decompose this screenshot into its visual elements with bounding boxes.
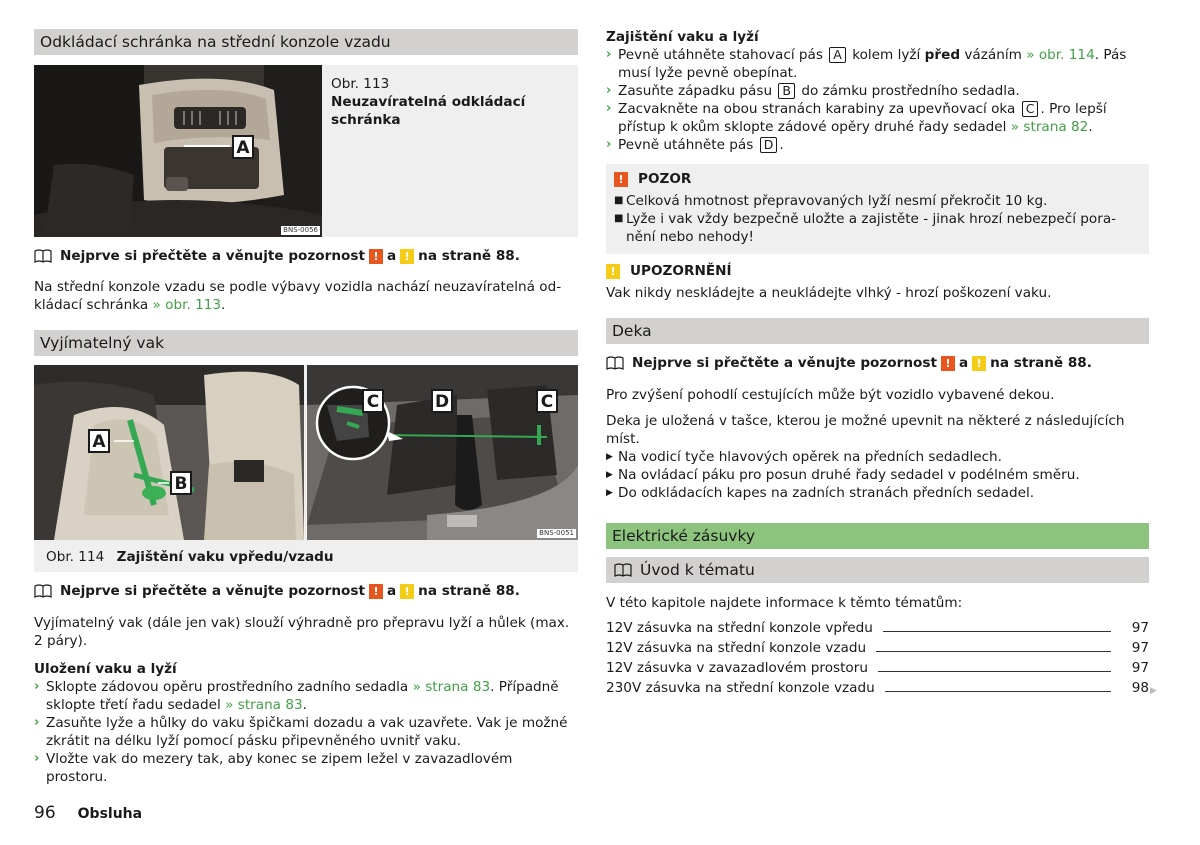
list-item: ■ Celková hmotnost přepravovaných lyží nesmí překročit 10 kg. [614, 193, 1048, 209]
list-item: ▶ Na ovládací páku pro posun druhé řady sedadel v podélném směru. [606, 467, 1080, 483]
step-item: › Vložte vak do mezery tak, aby konec se zipem ležel v zavazadlovém prostoru. [34, 751, 513, 785]
blanket-p1: Pro zvýšení pohodlí cestujících může být vozidlo vybavené dekou. [606, 387, 1055, 403]
callout-b: B [170, 471, 192, 495]
step-arrow-icon: › [34, 751, 40, 766]
warning-yellow-icon: ! [400, 584, 414, 599]
bag-steps [34, 678, 578, 786]
link-fig-114[interactable]: » obr. 114 [1026, 47, 1095, 63]
callout-c: C [362, 389, 384, 413]
secure-steps [606, 46, 1149, 154]
book-icon [34, 249, 52, 263]
toc-list [606, 617, 1149, 697]
toc-row[interactable]: 12V zásuvka na střední konzole vpředu 97 [606, 620, 1149, 636]
figure-114-panel [34, 365, 578, 572]
label-c: C [1022, 101, 1039, 117]
warning-yellow-icon: ! [972, 356, 986, 371]
toc-row[interactable]: 12V zásuvka v zavazadlovém prostoru 97 [606, 660, 1149, 676]
warning-yellow-icon: ! [606, 264, 620, 279]
step-item: › Pevně utáhněte stahovací pás A kolem lyží před vázáním » obr. 114. Pás musí lyže pevně obepínat. [606, 47, 1127, 81]
step-arrow-icon: › [34, 679, 40, 694]
section-heading-storage: Odkládací schránka na střední konzole vzadu [34, 29, 578, 55]
figure-number: Obr. 114 [46, 549, 105, 565]
continue-arrow-icon: ▶ [1150, 686, 1157, 696]
photo-id: BNS-0056 [283, 226, 318, 234]
step-item: › Sklopte zádovou opěru prostředního zadního sedadla » strana 83. Případně sklopte třetí řadu sedadel » strana 83. [34, 679, 559, 713]
label-b: B [778, 83, 795, 99]
figure-113-panel [34, 65, 578, 237]
list-item: ▶ Na vodicí tyče hlavových opěrek na předních sedadlech. [606, 449, 1002, 465]
label-a: A [829, 47, 846, 63]
warning-red-icon: ! [614, 172, 628, 187]
warning-red-icon: ! [369, 249, 383, 264]
blanket-p2: Deka je uložená v tašce, kterou je možné upevnit na některé z následujících míst. [606, 413, 1125, 447]
toc-row[interactable]: 230V zásuvka na střední konzole vzadu 98 [606, 680, 1149, 696]
secure-subheading: Zajištění vaku a lyží [606, 29, 759, 45]
label-d: D [760, 137, 778, 153]
step-arrow-icon: › [606, 101, 612, 116]
section-heading-blanket: Deka [606, 318, 1149, 344]
step-item: › Zasuňte západku pásu B do zámku prostředního sedadla. [606, 83, 1020, 99]
book-icon [606, 356, 624, 370]
book-icon [614, 563, 632, 577]
section-label: Obsluha [77, 806, 143, 822]
callout-a: A [88, 429, 110, 453]
notice-box [606, 262, 1149, 302]
step-item: › Zasuňte lyže a hůlky do vaku špičkami dozadu a vak uzavřete. Vak je možné zkrátit na délku lyží pomocí pásku připevněného uvnitř vaku. [34, 715, 568, 749]
storage-body: Na střední konzole vzadu se podle výbavy vozidla nachází neuzavíratelná od-kládací schránka » obr. 113. [34, 279, 562, 313]
bag-subheading: Uložení vaku a lyží [34, 661, 177, 677]
warning-box [606, 164, 1149, 254]
read-first-note: Nejprve si přečtěte a věnujte pozornost ! a ! na straně 88. [34, 580, 520, 602]
figure-114-photo-front [34, 365, 304, 540]
link-page-82[interactable]: » strana 82 [1010, 119, 1089, 135]
section-heading-bag: Vyjímatelný vak [34, 330, 578, 356]
list-item: ■ Lyže i vak vždy bezpečně uložte a zajistěte - jinak hrozí nebezpečí pora-nění nebo nehody! [614, 211, 1117, 245]
figure-title: Zajištění vaku vpředu/vzadu [116, 549, 334, 565]
notice-header: ! UPOZORNĚNÍ [606, 262, 1149, 280]
step-item: › Zacvakněte na obou stranách karabiny za upevňovací oka C . Pro lepší přístup k okům sklopte zádové opěry druhé řady sedadel » strana 82. [606, 101, 1107, 135]
step-arrow-icon: › [606, 137, 612, 152]
bullet-icon: ■ [614, 213, 624, 224]
figure-114-caption [46, 548, 334, 566]
read-first-note: Nejprve si přečtěte a věnujte pozornost ! a ! na straně 88. [34, 245, 520, 267]
toc-row[interactable]: 12V zásuvka na střední konzole vzadu 97 [606, 640, 1149, 656]
triangle-bullet-icon: ▶ [606, 488, 613, 498]
figure-title: Neuzavíratelná odkládací schránka [331, 94, 526, 128]
warning-red-icon: ! [369, 584, 383, 599]
section-heading-electric: Elektrické zásuvky [606, 523, 1149, 549]
link-page-83[interactable]: » strana 83 [225, 697, 303, 713]
figure-114-photo-rear [307, 365, 578, 540]
triangle-bullet-icon: ▶ [606, 470, 613, 480]
step-arrow-icon: › [34, 715, 40, 730]
bullet-icon: ■ [614, 195, 624, 206]
list-item: ▶ Do odkládacích kapes na zadních stranách předních sedadel. [606, 485, 1035, 501]
warning-red-icon: ! [941, 356, 955, 371]
figure-113-photo [34, 65, 322, 237]
step-arrow-icon: › [606, 83, 612, 98]
page-footer [34, 804, 142, 823]
link-page-83[interactable]: » strana 83 [412, 679, 491, 695]
electric-intro: V této kapitole najdete informace k těmto tématům: [606, 595, 963, 611]
photo-id: BNS-0051 [539, 529, 574, 537]
bag-intro: Vyjímatelný vak (dále jen vak) slouží výhradně pro přepravu lyží a hůlek (max. 2 páry). [34, 615, 570, 649]
page-number: 96 [34, 803, 56, 823]
figure-113-caption [331, 75, 571, 129]
callout-d: D [431, 389, 453, 413]
link-fig-113[interactable]: » obr. 113 [152, 297, 222, 313]
notice-text: Vak nikdy neskládejte a neukládejte vlhký - hrozí poškození vaku. [606, 285, 1052, 301]
callout-a: A [232, 135, 254, 159]
warning-header: ! POZOR [614, 170, 1141, 188]
book-icon [34, 584, 52, 598]
step-item: › Pevně utáhněte pás D . [606, 137, 784, 153]
blanket-list [606, 448, 1149, 502]
warning-yellow-icon: ! [400, 249, 414, 264]
figure-number: Obr. 113 [331, 76, 390, 92]
read-first-note: Nejprve si přečtěte a věnujte pozornost ! a ! na straně 88. [606, 352, 1092, 374]
triangle-bullet-icon: ▶ [606, 452, 613, 462]
subsection-heading-intro: Úvod k tématu [606, 557, 1149, 583]
step-arrow-icon: › [606, 47, 612, 62]
callout-c: C [536, 389, 558, 413]
